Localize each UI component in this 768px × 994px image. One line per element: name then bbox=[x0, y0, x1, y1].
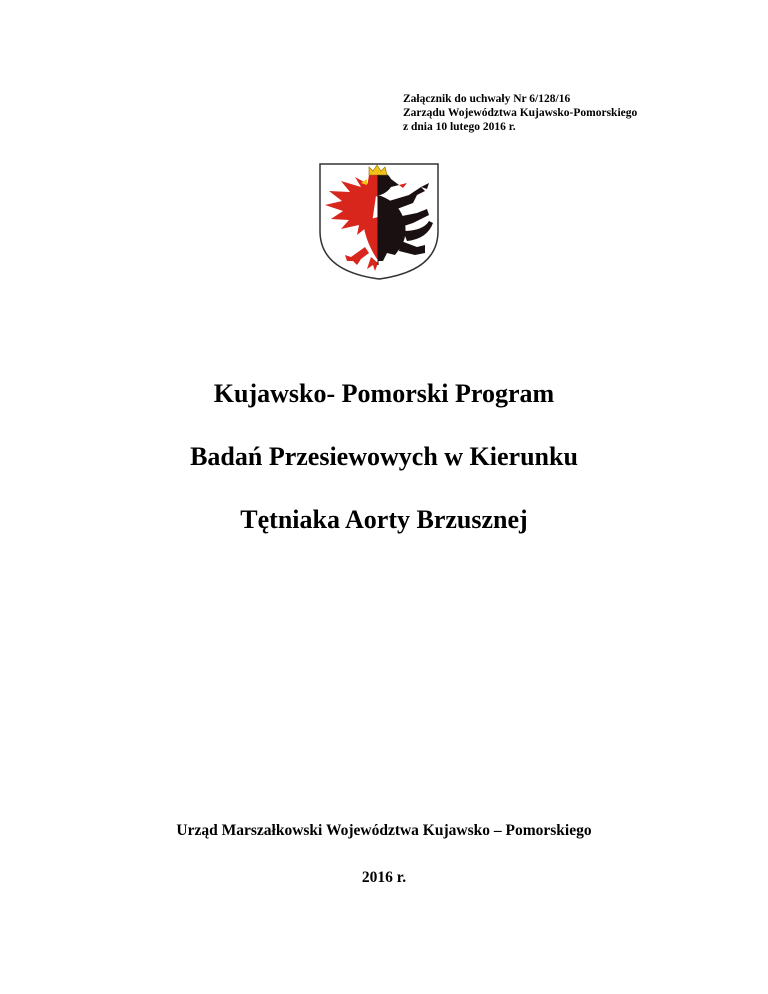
document-year: 2016 r. bbox=[361, 869, 407, 886]
issuing-office: Urząd Marszałkowski Województwa Kujawsko – Pomorskiego bbox=[176, 822, 592, 839]
annex-note bbox=[403, 92, 743, 134]
annex-line-resolution: Załącznik do uchwały Nr 6/128/16 bbox=[403, 93, 571, 105]
title-line-program: Kujawsko- Pomorski Program bbox=[213, 379, 555, 408]
coat-of-arms-icon bbox=[317, 161, 441, 281]
title-line-aneurysm: Tętniaka Aorty Brzusznej bbox=[240, 505, 528, 534]
title-line-screening: Badań Przesiewowych w Kierunku bbox=[190, 442, 578, 471]
annex-line-date: z dnia 10 lutego 2016 r. bbox=[403, 121, 516, 133]
annex-line-board: Zarządu Województwa Kujawsko-Pomorskiego bbox=[403, 107, 638, 119]
